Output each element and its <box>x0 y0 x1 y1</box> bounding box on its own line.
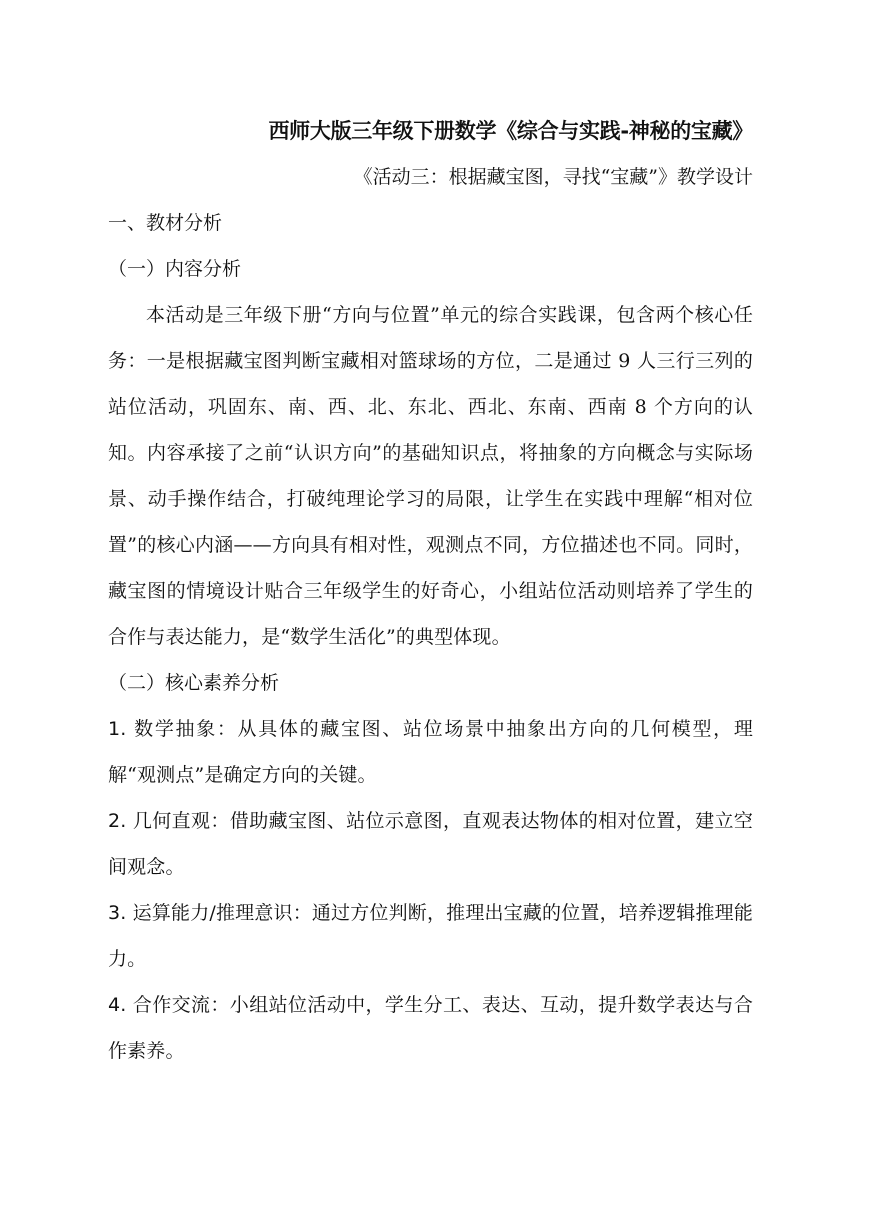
list-item-number: 2. <box>108 810 127 832</box>
list-item <box>108 890 753 982</box>
list-item <box>108 798 753 890</box>
subsection-heading-content-analysis: （一）内容分析 <box>108 258 242 280</box>
list-item-text: 运算能力/推理意识：通过方位判断，推理出宝藏的位置，培养逻辑推理能力。 <box>108 902 753 970</box>
section-heading-textbook-analysis: 一、教材分析 <box>108 212 223 234</box>
document-subtitle: 《活动三：根据藏宝图，寻找“宝藏”》教学设计 <box>353 166 753 188</box>
list-item <box>108 982 753 1074</box>
list-item-number: 4. <box>108 994 127 1016</box>
list-item-number: 3. <box>108 902 127 924</box>
document-title: 西师大版三年级下册数学《综合与实践-神秘的宝藏》 <box>268 119 753 143</box>
list-item-text: 几何直观：借助藏宝图、站位示意图，直观表达物体的相对位置，建立空间观念。 <box>108 810 753 878</box>
list-item-text: 数学抽象：从具体的藏宝图、站位场景中抽象出方向的几何模型，理解“观测点”是确定方向的关键。 <box>108 718 753 786</box>
list-item-number: 1. <box>108 718 127 740</box>
list-item-text: 合作交流：小组站位活动中，学生分工、表达、互动，提升数学表达与合作素养。 <box>108 994 753 1062</box>
content-analysis-paragraph: 本活动是三年级下册“方向与位置”单元的综合实践课，包含两个核心任务：一是根据藏宝图判断宝藏相对篮球场的方位，二是通过 9 人三行三列的站位活动，巩固东、南、西、北、东北、西北、东南、西南 8 个方向的认知。内容承接了之前“认识方向”的基础知识点，将抽象的方向概念与实际场景、动手操作结合，打破纯理论学习的局限，让学生在实践中理解“相对位置”的核心内涵——方向具有相对性，观测点不同，方位描述也不同。同时，藏宝图的情境设计贴合三年级学生的好奇心，小组站位活动则培养了学生的合作与表达能力，是“数学生活化”的典型体现。 <box>108 304 753 648</box>
list-item <box>108 706 753 798</box>
document-page <box>108 108 753 1074</box>
subsection-heading-core-literacy: （二）核心素养分析 <box>108 672 280 694</box>
